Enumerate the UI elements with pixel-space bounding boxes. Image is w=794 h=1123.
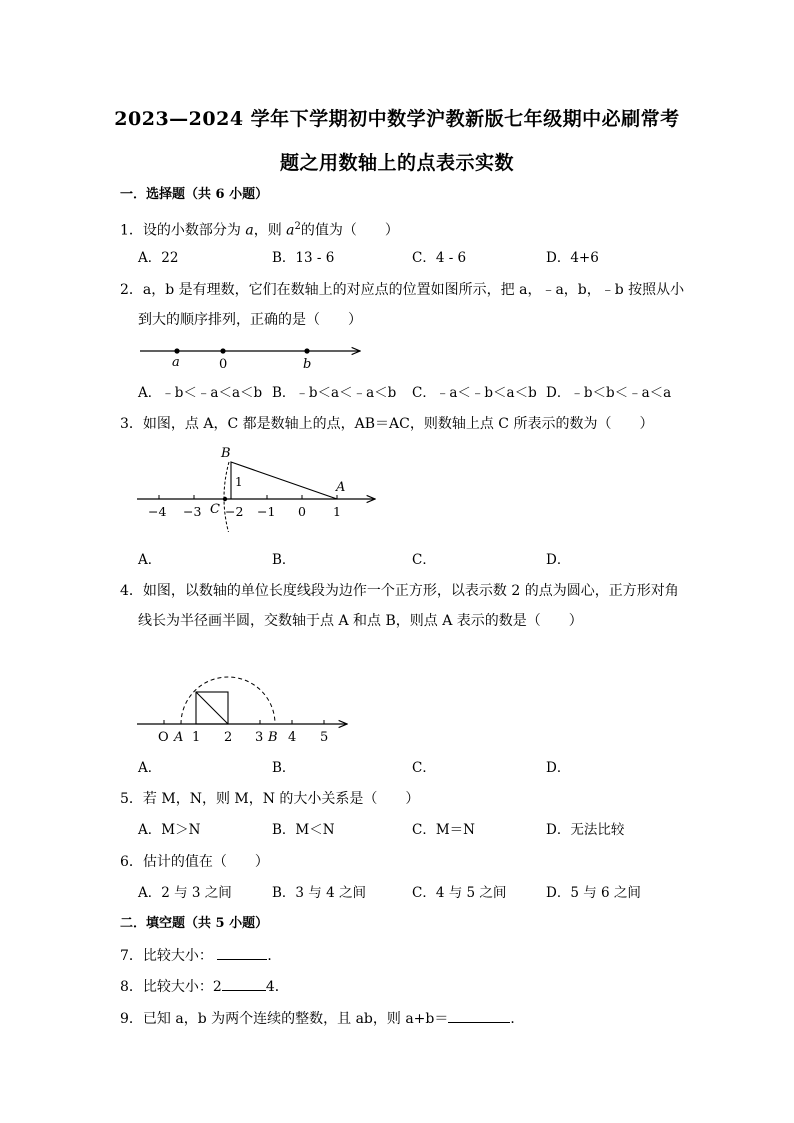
q3-label-one: 1 — [235, 475, 243, 489]
question-7 — [120, 945, 281, 966]
q6-option-d[interactable]: D．5 与 6 之间 — [546, 885, 641, 901]
q5-option-b[interactable]: B．M＜N — [272, 822, 335, 838]
q4-option-a[interactable]: A． — [138, 760, 162, 776]
question-1 — [120, 217, 399, 241]
q1-text-c: 的值为（ ） — [300, 222, 399, 239]
q9-text: 9．已知 a，b 为两个连续的整数，且 ab，则 a+b＝ — [120, 1011, 449, 1027]
q3-label-c: C — [210, 502, 220, 517]
q3-tick--1: −1 — [257, 504, 276, 519]
q7-end: ． — [267, 948, 282, 964]
q3-option-d[interactable]: D． — [546, 552, 571, 568]
q2-option-a[interactable]: A．﹣b＜﹣a＜a＜b — [138, 385, 263, 401]
question-5-line-1: 5．若 M，N，则 M，N 的大小关系是（ ） — [120, 791, 420, 807]
q4-option-b[interactable]: B． — [272, 760, 296, 776]
q3-tick-0: 0 — [298, 504, 306, 519]
q4-label-o: O — [158, 730, 169, 745]
q4-option-c[interactable]: C． — [412, 760, 436, 776]
q7-text: 7．比较大小： — [120, 948, 213, 964]
q3-tick--2: −2 — [225, 504, 244, 519]
q8-answer-blank[interactable] — [222, 976, 266, 991]
q1-exponent: 2 — [294, 221, 301, 232]
q8-text: 8．比较大小：2 — [120, 979, 222, 995]
q9-answer-blank[interactable] — [448, 1008, 510, 1023]
q3-point-c — [223, 497, 227, 501]
q3-option-c[interactable]: C． — [412, 552, 436, 568]
question-6-line-1: 6．估计的值在（ ） — [120, 854, 269, 870]
q1-text-a: 1．设的小数部分为 — [120, 222, 246, 239]
question-2-line-2: 到大的顺序排列，正确的是（ ） — [138, 312, 362, 328]
q2-label-zero: 0 — [219, 357, 228, 370]
q9-end: ． — [510, 1011, 525, 1027]
q2-option-d[interactable]: D．﹣b＜b＜﹣a＜a — [546, 385, 672, 401]
question-4-line-2: 线长为半径画半圆，交数轴于点 A 和点 B，则点 A 表示的数是（ ） — [138, 613, 583, 629]
title-line-2: 题之用数轴上的点表示实数 — [279, 152, 514, 174]
q1-var-a: a — [245, 222, 254, 239]
q3-tick--4: −4 — [148, 504, 167, 519]
q4-semicircle-figure — [135, 668, 360, 746]
q1-option-b[interactable]: B．13 - 6 — [272, 250, 335, 266]
q3-tick-1: 1 — [333, 504, 341, 519]
q4-tick-1: 1 — [192, 730, 201, 745]
q3-tick--3: −3 — [183, 504, 202, 519]
q2-option-b[interactable]: B．﹣b＜a＜﹣a＜b — [272, 385, 397, 401]
q7-answer-blank[interactable] — [217, 945, 267, 960]
q4-tick-3: 3 — [255, 730, 264, 745]
q4-label-b: B — [268, 730, 278, 745]
question-9 — [120, 1008, 524, 1029]
q2-number-line-figure — [138, 338, 368, 370]
q6-option-c[interactable]: C．4 与 5 之间 — [412, 885, 507, 901]
q2-label-b: b — [303, 357, 312, 370]
q5-option-a[interactable]: A．M＞N — [138, 822, 201, 838]
q4-option-d[interactable]: D． — [546, 760, 571, 776]
q3-triangle — [231, 462, 337, 499]
q1-expr: a — [286, 222, 295, 239]
q4-tick-4: 4 — [288, 730, 297, 745]
q1-option-d[interactable]: D．4+6 — [546, 250, 599, 266]
q5-option-c[interactable]: C．M＝N — [412, 822, 475, 838]
q2-point-b — [304, 348, 309, 353]
q1-option-c[interactable]: C．4 - 6 — [412, 250, 467, 266]
q3-label-a: A — [336, 480, 346, 495]
q4-square-diagonal — [196, 692, 228, 724]
q4-tick-2: 2 — [224, 730, 233, 745]
q4-tick-5: 5 — [320, 730, 329, 745]
q2-point-zero — [220, 348, 225, 353]
q3-option-a[interactable]: A． — [138, 552, 162, 568]
q2-label-a: a — [172, 355, 180, 370]
title-line-1: 2023—2024 学年下学期初中数学沪教新版七年级期中必刷常考 — [114, 108, 680, 130]
question-3-line-1: 3．如图，点 A，C 都是数轴上的点，AB＝AC，则数轴上点 C 所表示的数为（ ） — [120, 416, 654, 432]
q5-option-d[interactable]: D．无法比较 — [546, 822, 625, 838]
q3-option-b[interactable]: B． — [272, 552, 296, 568]
section-heading-choice: 一．选择题（共 6 小题） — [120, 187, 269, 202]
question-4-line-1: 4．如图，以数轴的单位长度线段为边作一个正方形，以表示数 2 的点为圆心，正方形对角 — [120, 583, 679, 599]
section-heading-fill: 二．填空题（共 5 小题） — [120, 916, 269, 931]
q2-point-a — [174, 348, 179, 353]
q1-text-b: ，则 — [253, 222, 287, 239]
q4-label-a: A — [174, 730, 184, 745]
question-8 — [120, 976, 289, 997]
q6-option-b[interactable]: B．3 与 4 之间 — [272, 885, 366, 901]
question-2-line-1: 2．a，b 是有理数，它们在数轴上的对应点的位置如图所示，把 a，﹣a，b，﹣b 按照从小 — [120, 282, 685, 298]
q8-end: 4． — [265, 979, 289, 995]
q3-label-b: B — [221, 446, 231, 461]
q6-option-a[interactable]: A．2 与 3 之间 — [138, 885, 232, 901]
q1-option-a[interactable]: A．22 — [138, 250, 179, 266]
q2-option-c[interactable]: C．﹣a＜﹣b＜a＜b — [412, 385, 537, 401]
q3-triangle-figure — [135, 440, 385, 532]
